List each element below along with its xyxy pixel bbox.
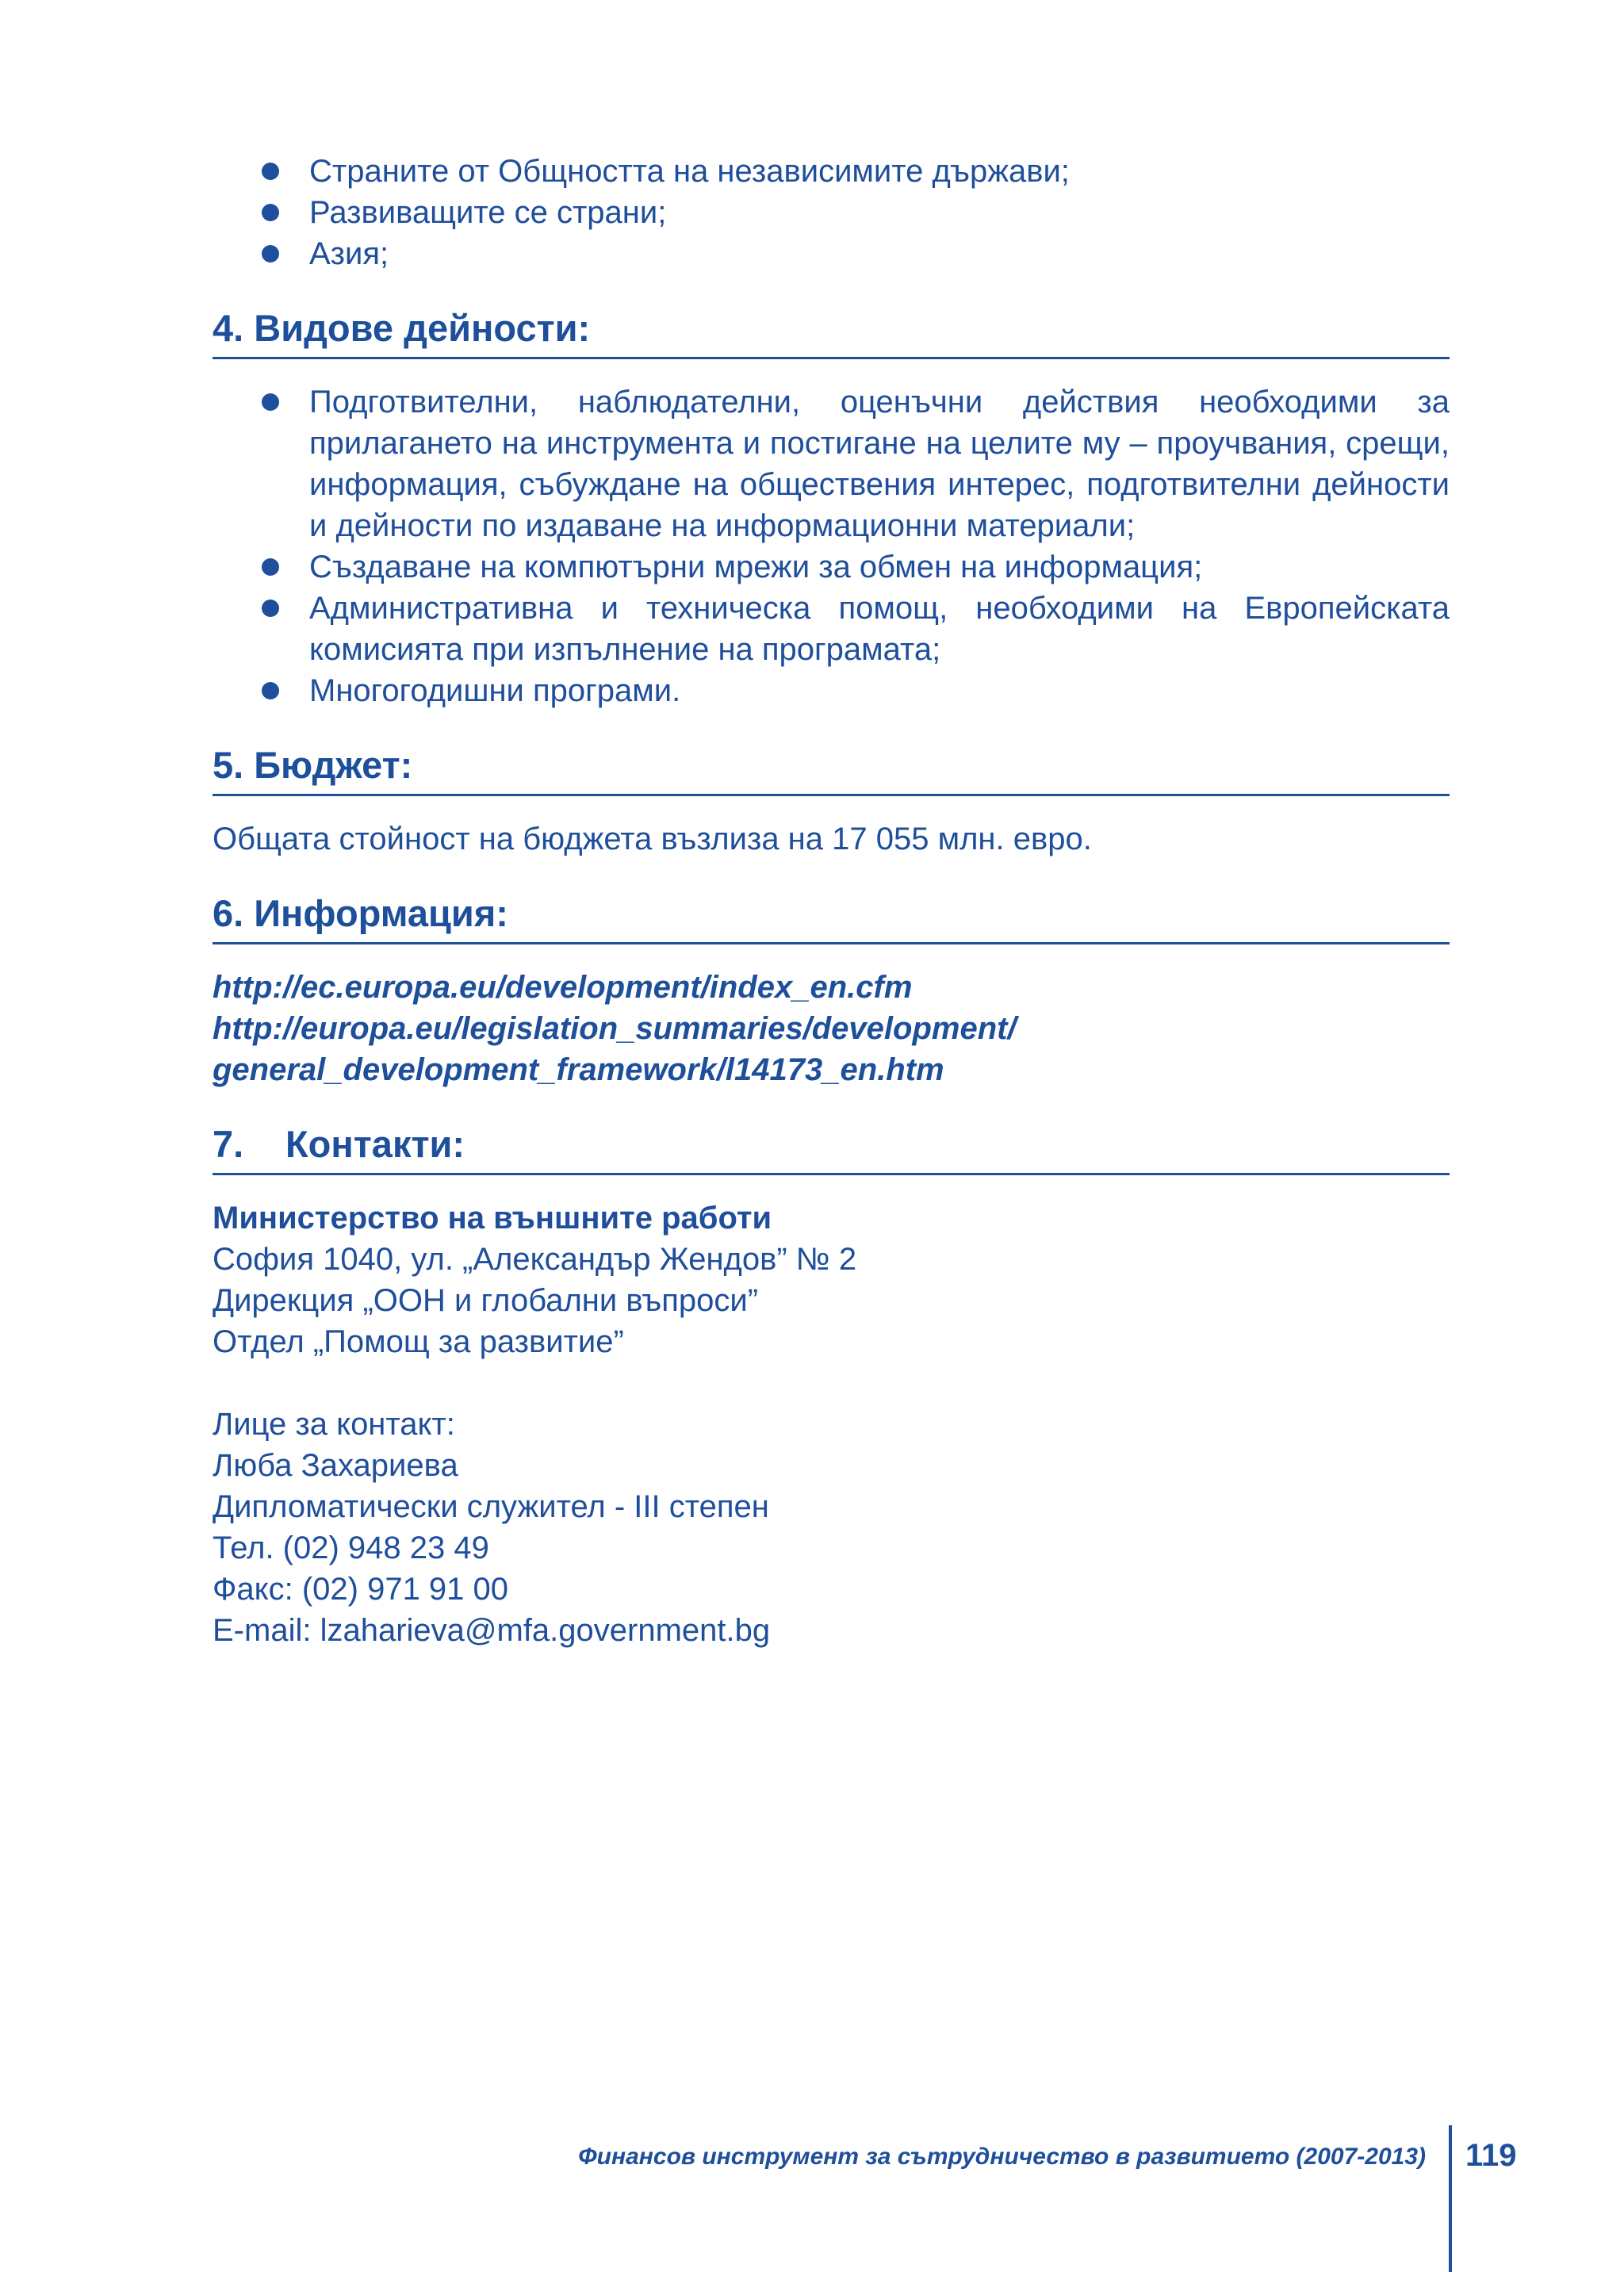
directorate-line: Дирекция „ООН и глобални въпроси” xyxy=(213,1283,759,1318)
organization-name: Министерство на външните работи xyxy=(213,1201,772,1236)
bullet-icon xyxy=(262,163,279,180)
section-heading xyxy=(213,306,1450,359)
section-budget xyxy=(213,743,1450,860)
info-link[interactable]: http://ec.europa.eu/development/index_en.cfm xyxy=(213,970,913,1005)
list-item xyxy=(213,670,1450,711)
address-line: София 1040, ул. „Александър Жендов” № 2 xyxy=(213,1242,857,1277)
contact-name: Люба Захариева xyxy=(213,1448,458,1483)
section-number: 5. xyxy=(213,744,244,786)
section-heading xyxy=(213,743,1450,796)
list-item-text: Развиващите се страни; xyxy=(309,195,667,230)
activities-list xyxy=(213,381,1450,711)
list-item xyxy=(213,233,1450,274)
footer-divider xyxy=(1449,2125,1452,2272)
list-item-text: Азия; xyxy=(309,236,389,271)
contact-email[interactable]: E-mail: lzaharieva@mfa.government.bg xyxy=(213,1613,771,1648)
section-heading xyxy=(213,1122,1450,1175)
bullet-icon xyxy=(262,393,279,411)
section-number: 6. xyxy=(213,892,244,934)
list-item-text: Административна и техническа помощ, необходими на Европейската комисията при изпълнение на програмата; xyxy=(309,591,1450,667)
page-number: 119 xyxy=(1465,2138,1517,2173)
contact-position: Дипломатически служител - III степен xyxy=(213,1489,769,1524)
section-number: 7. xyxy=(213,1123,244,1165)
list-item xyxy=(213,151,1450,192)
list-item xyxy=(213,588,1450,670)
regions-list xyxy=(213,151,1450,274)
list-item xyxy=(213,381,1450,546)
info-link-continuation[interactable]: general_development_framework/l14173_en.htm xyxy=(213,1052,944,1087)
contact-label: Лице за контакт: xyxy=(213,1407,455,1442)
spacer xyxy=(213,1362,1450,1404)
section-activities xyxy=(213,306,1450,711)
contact-phone: Тел. (02) 948 23 49 xyxy=(213,1531,489,1565)
section-number: 4. xyxy=(213,307,244,349)
list-item xyxy=(213,546,1450,588)
section-title: Контакти: xyxy=(285,1123,465,1165)
section-title: Бюджет: xyxy=(254,744,413,786)
contact-fax: Факс: (02) 971 91 00 xyxy=(213,1572,509,1607)
list-item-text: Страните от Общността на независимите държави; xyxy=(309,154,1070,189)
section-information xyxy=(213,891,1450,1090)
bullet-icon xyxy=(262,558,279,576)
section-contacts xyxy=(213,1122,1450,1651)
info-link[interactable]: http://europa.eu/legislation_summaries/development/ xyxy=(213,1011,1017,1046)
bullet-icon xyxy=(262,682,279,699)
section-title: Видове дейности: xyxy=(254,307,591,349)
list-item-text: Многогодишни програми. xyxy=(309,673,681,708)
list-item-text: Подготвителни, наблюдателни, оценъчни действия необходими за прилагането на инструмента и постигане на целите му – проучвания, срещи, информация, събуждане на обществения интерес, подготвителни дейности и дейности по издаване на информационни материали; xyxy=(309,385,1450,543)
budget-text: Общата стойност на бюджета възлиза на 17 055 млн. евро. xyxy=(213,822,1092,856)
page-content xyxy=(213,151,1450,1651)
bullet-icon xyxy=(262,204,279,221)
list-item-text: Създаване на компютърни мрежи за обмен на информация; xyxy=(309,550,1203,584)
list-item xyxy=(213,192,1450,233)
section-heading xyxy=(213,891,1450,944)
bullet-icon xyxy=(262,600,279,617)
bullet-icon xyxy=(262,245,279,262)
section-title: Информация: xyxy=(254,892,508,934)
department-line: Отдел „Помощ за развитие” xyxy=(213,1324,624,1359)
footer-title: Финансов инструмент за сътрудничество в развитието (2007-2013) xyxy=(578,2144,1426,2170)
